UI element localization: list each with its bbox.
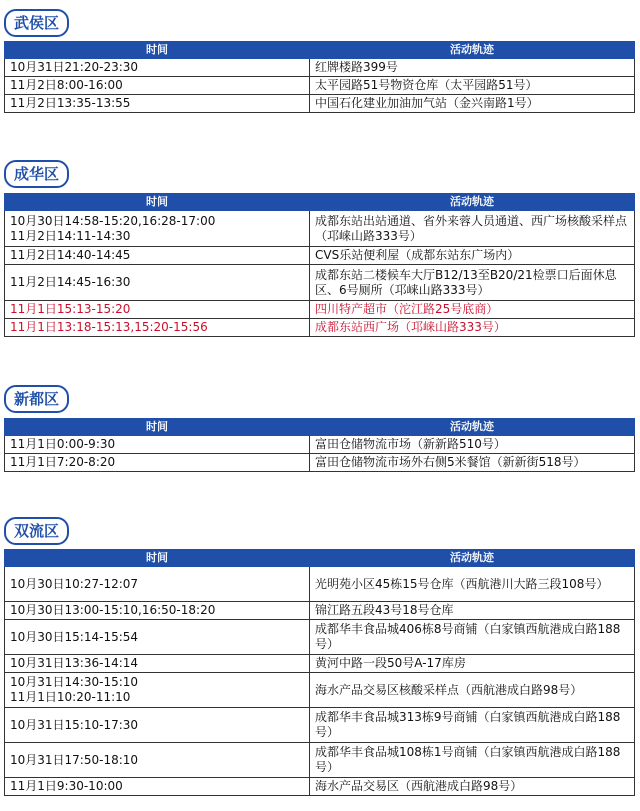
track-header: 活动轨迹 xyxy=(310,419,635,436)
time-cell: 10月31日21:20-23:30 xyxy=(5,59,310,77)
district-tag-shuangliu: 双流区 xyxy=(4,517,69,545)
time-cell: 10月31日14:30-15:10 11月1日10:20-11:10 xyxy=(5,673,310,708)
track-cell: CVS乐站便利屋（成都东站东广场内） xyxy=(310,247,635,265)
table-row xyxy=(5,743,635,778)
table-row xyxy=(5,59,635,77)
time-cell: 11月1日15:13-15:20 xyxy=(5,301,310,319)
track-cell: 黄河中路一段50号A-17库房 xyxy=(310,655,635,673)
table-row xyxy=(5,247,635,265)
time-cell: 10月31日13:36-14:14 xyxy=(5,655,310,673)
table-row xyxy=(5,673,635,708)
track-cell: 富田仓储物流市场外右侧5米餐馆（新新街518号） xyxy=(310,454,635,472)
track-cell: 成都华丰食品城108栋1号商铺（白家镇西航港成白路188号） xyxy=(310,743,635,778)
track-cell: 光明苑小区45栋15号仓库（西航港川大路三段108号） xyxy=(310,567,635,602)
track-cell: 成都东站二楼候车大厅B12/13至B20/21检票口后面休息区、6号厕所（邛崃山路333号） xyxy=(310,265,635,301)
track-header: 活动轨迹 xyxy=(310,550,635,567)
table-header-row xyxy=(5,42,635,59)
track-header: 活动轨迹 xyxy=(310,42,635,59)
time-header: 时间 xyxy=(5,550,310,567)
district-tag-wuhou: 武侯区 xyxy=(4,9,69,37)
time-cell: 11月1日9:30-10:00 xyxy=(5,778,310,796)
time-cell: 11月2日13:35-13:55 xyxy=(5,95,310,113)
table-row xyxy=(5,778,635,796)
track-cell: 富田仓储物流市场（新新路510号） xyxy=(310,436,635,454)
district-tag-xindu: 新都区 xyxy=(4,385,69,413)
time-cell: 10月30日13:00-15:10,16:50-18:20 xyxy=(5,602,310,620)
track-cell: 成都华丰食品城313栋9号商铺（白家镇西航港成白路188号） xyxy=(310,708,635,743)
district-tag-chenghua: 成华区 xyxy=(4,160,69,188)
table-row-highlight xyxy=(5,319,635,337)
table-row xyxy=(5,567,635,602)
track-table-xindu xyxy=(4,418,635,472)
track-cell: 海水产品交易区核酸采样点（西航港成白路98号） xyxy=(310,673,635,708)
track-cell: 锦江路五段43号18号仓库 xyxy=(310,602,635,620)
table-row xyxy=(5,265,635,301)
time-cell: 11月2日14:45-16:30 xyxy=(5,265,310,301)
track-cell: 中国石化建业加油加气站（金兴南路1号） xyxy=(310,95,635,113)
time-cell: 11月1日13:18-15:13,15:20-15:56 xyxy=(5,319,310,337)
time-cell: 10月30日15:14-15:54 xyxy=(5,620,310,655)
table-row xyxy=(5,620,635,655)
time-cell: 11月1日7:20-8:20 xyxy=(5,454,310,472)
table-row xyxy=(5,95,635,113)
track-cell: 成都华丰食品城406栋8号商铺（白家镇西航港成白路188号） xyxy=(310,620,635,655)
track-cell: 海水产品交易区（西航港成白路98号） xyxy=(310,778,635,796)
table-row-highlight xyxy=(5,301,635,319)
table-header-row xyxy=(5,419,635,436)
track-cell: 成都东站出站通道、省外来蓉人员通道、西广场核酸采样点（邛崃山路333号） xyxy=(310,211,635,247)
table-row xyxy=(5,436,635,454)
table-row xyxy=(5,655,635,673)
table-row xyxy=(5,454,635,472)
time-header: 时间 xyxy=(5,194,310,211)
track-header: 活动轨迹 xyxy=(310,194,635,211)
table-row xyxy=(5,708,635,743)
table-header-row xyxy=(5,194,635,211)
track-table-chenghua xyxy=(4,193,635,337)
time-cell: 11月2日14:40-14:45 xyxy=(5,247,310,265)
time-header: 时间 xyxy=(5,419,310,436)
table-row xyxy=(5,602,635,620)
track-cell: 太平园路51号物资仓库（太平园路51号） xyxy=(310,77,635,95)
track-table-wuhou xyxy=(4,41,635,113)
track-table-shuangliu xyxy=(4,549,635,796)
time-cell: 10月30日14:58-15:20,16:28-17:00 11月2日14:11-14:30 xyxy=(5,211,310,247)
track-cell: 成都东站西广场（邛崃山路333号） xyxy=(310,319,635,337)
table-row xyxy=(5,211,635,247)
track-cell: 红牌楼路399号 xyxy=(310,59,635,77)
track-cell: 四川特产超市（沱江路25号底商） xyxy=(310,301,635,319)
time-cell: 10月31日15:10-17:30 xyxy=(5,708,310,743)
table-row xyxy=(5,77,635,95)
time-cell: 10月31日17:50-18:10 xyxy=(5,743,310,778)
time-cell: 10月30日10:27-12:07 xyxy=(5,567,310,602)
time-header: 时间 xyxy=(5,42,310,59)
table-header-row xyxy=(5,550,635,567)
time-cell: 11月1日0:00-9:30 xyxy=(5,436,310,454)
time-cell: 11月2日8:00-16:00 xyxy=(5,77,310,95)
